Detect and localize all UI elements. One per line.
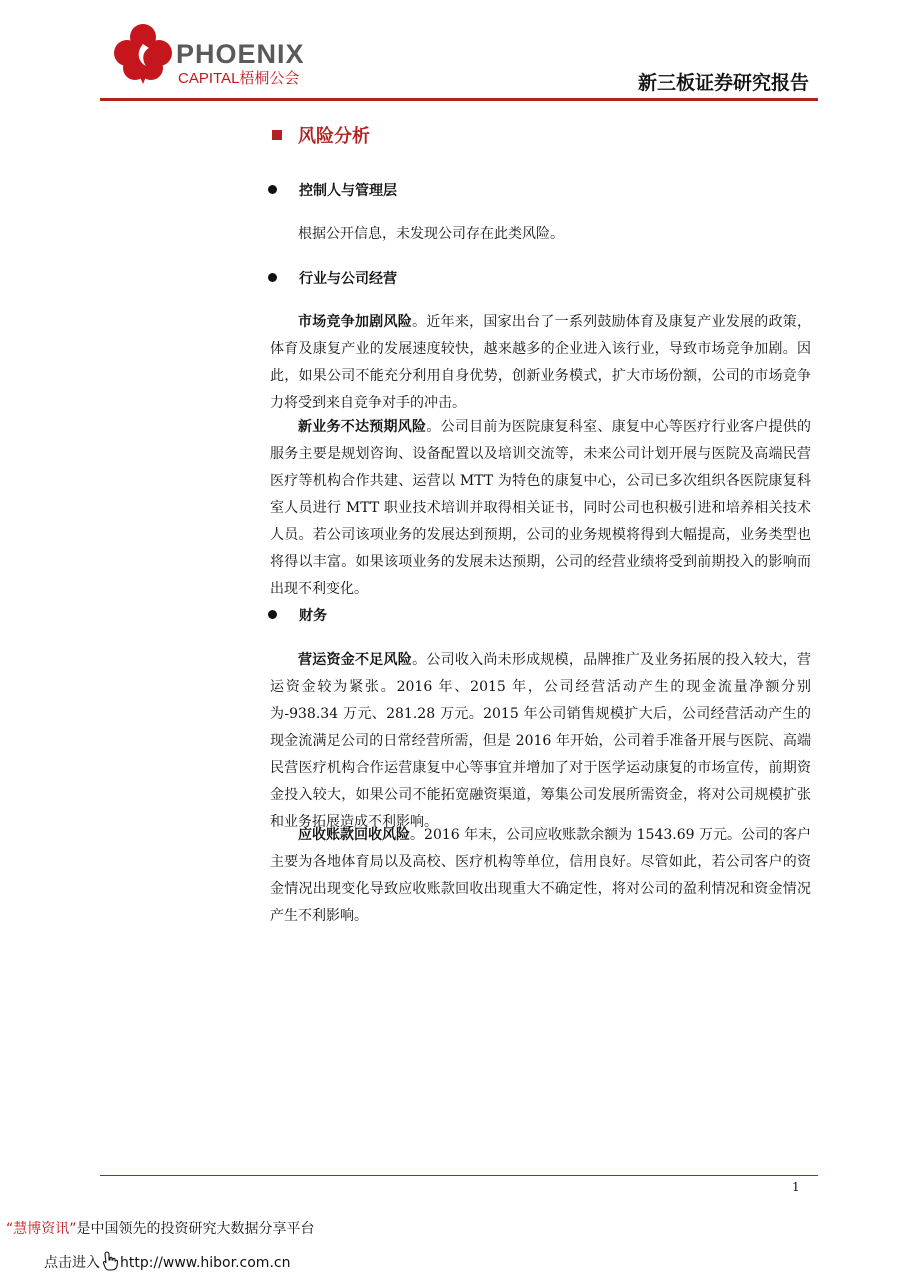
- pointing-hand-icon: [102, 1251, 118, 1271]
- brand-subtitle: CAPITAL梧桐公会: [178, 70, 300, 87]
- paragraph: 营运资金不足风险。公司收入尚未形成规模，品牌推广及业务拓展的投入较大，营运资金较为紧张。2016 年、2015 年，公司经营活动产生的现金流量净额分别为-938.34 万元、281.28 万元。2015 年公司销售规模扩大后，公司经营活动产生的现金流满足公司的日常经营所需，但是 2016 年开始，公司着手准备开展与医院、高端民营医疗机构合作运营康复中心等事宜并增加了对于医学运动康复的市场宣传，前期资金投入较大，如果公司不能拓宽融资渠道，筹集公司发展所需资金，将对公司规模扩张和业务拓展造成不利影响。: [270, 652, 812, 830]
- subsection-heading: 行业与公司经营: [268, 268, 397, 288]
- subsection-heading: 控制人与管理层: [268, 180, 397, 200]
- promo-banner: [6, 1218, 315, 1238]
- phoenix-capital-logo: [112, 22, 312, 96]
- bullet-icon: [268, 185, 277, 194]
- subsection-heading: 财务: [268, 605, 327, 625]
- promo-link[interactable]: [44, 1251, 290, 1272]
- paragraph: 市场竞争加剧风险。近年来，国家出台了一系列鼓励体育及康复产业发展的政策，体育及康复产业的发展速度较快，越来越多的企业进入该行业，导致市场竞争加剧。因此，如果公司不能充分利用自身优势，创新业务模式，扩大市场份额，公司的市场竞争力将受到来自竞争对手的冲击。: [270, 314, 812, 411]
- promo-text: 是中国领先的投资研究大数据分享平台: [76, 1221, 315, 1237]
- paragraph: 根据公开信息，未发现公司存在此类风险。: [298, 226, 564, 242]
- square-bullet-icon: [272, 130, 282, 140]
- paragraph: 应收账款回收风险。2016 年末，公司应收账款余额为 1543.69 万元。公司的客户主要为各地体育局以及高校、医疗机构等单位，信用良好。尽管如此，若公司客户的资金情况出现变化导致应收账款回收出现重大不确定性，将对公司的盈利情况和资金情况产生不利影响。: [270, 827, 812, 924]
- phoenix-flower-icon: [112, 22, 174, 88]
- report-type-title: 新三板证券研究报告: [637, 72, 809, 94]
- paragraph: 新业务不达预期风险。公司目前为医院康复科室、康复中心等医疗行业客户提供的服务主要是规划咨询、设备配置以及培训交流等，未来公司计划开展与医院及高端民营医疗等机构合作共建、运营以 MTT 为特色的康复中心，公司已多次组织各医院康复科室人员进行 MTT 职业技术培训并取得相关证书，同时公司也积极引进和培养相关技术人员。若公司该项业务的发展达到预期，公司的业务规模将得到大幅提高，业务类型也将得以丰富。如果该项业务的发展未达预期，公司的经营业绩将受到前期投入的影响而出现不利变化。: [270, 419, 812, 597]
- promo-url-link[interactable]: http://www.hibor.com.cn: [120, 1255, 291, 1271]
- header-divider: [100, 98, 818, 101]
- bullet-icon: [268, 273, 277, 282]
- promo-brand: “慧博资讯”: [6, 1221, 77, 1237]
- footer-divider: [100, 1175, 818, 1176]
- page-number: 1: [792, 1180, 800, 1194]
- bullet-icon: [268, 610, 277, 619]
- section-title: 风险分析: [272, 122, 370, 148]
- brand-name: PHOENIX: [176, 39, 305, 69]
- promo-link-label: 点击进入: [44, 1255, 100, 1271]
